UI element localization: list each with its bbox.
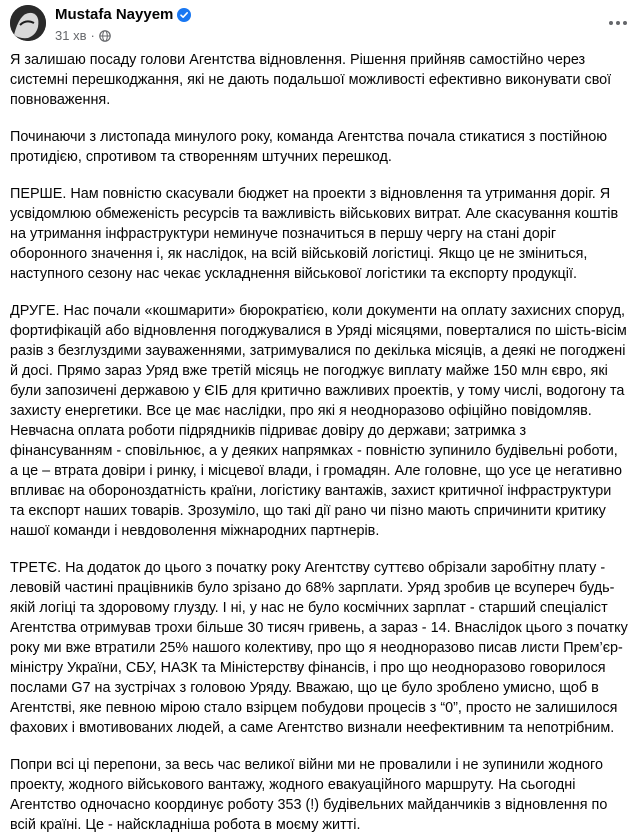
avatar[interactable]: [10, 5, 46, 41]
globe-icon: [99, 30, 111, 42]
avatar-portrait: [10, 5, 46, 41]
paragraph-obstruction: Починаючи з листопада минулого року, команда Агентства почала стикатися з постійною протидією, спротивом та створенням штучних перешкод.: [10, 129, 608, 165]
paragraph-conclusion: Попри всі ці перепони, за весь час великої війни ми не провалили і не зупинили жодного проекту, жодного військового вантажу, жодного евакуаційного маршруту. На сьогодні Агентство одночасно координує роботу 353 (!) будівельних майданчиків з відновлення по всій країні. Це - найскладніша робота в моєму житті.: [10, 757, 608, 833]
post-body: [0, 50, 643, 835]
paragraph-resignation: Я залишаю посаду голови Агентства відновлення. Рішення прийняв самостійно через системні перешкоджання, які не дають подальшої можливості ефективно виконувати свої повноваження.: [10, 52, 612, 108]
author-name-row: [55, 6, 191, 23]
paragraph-second: ДРУГЕ. Нас почали «кошмарити» бюрократією, коли документи на оплату захисних споруд, фортифікацій або відновлення погоджувалися в Уряді місяцями, поверталися по шість-вісім разів з безглуздими зауваженнями, затримувалися по декілька місяців, а деякі не погоджені й досі. Прямо зараз Уряд вже третій місяць не погоджує виплату майже 150 млн євро, які були запозичені державою у ЄІБ для критично важливих проектів, у тому числі, водогону та захисту енергетики. Все це має наслідки, про які я неодноразово офіційно повідомляв. Невчасна оплата роботи підрядників підриває довіру до держави; затримка з фінансуванням - сповільнює, а у деяких напрямках - повністю зупинило будівельні роботи, а це – втрата довіри і ринку, і місцевої влади, і громадян. Але головне, що усе це негативно впливає на обороноздатність країни, логістику вантажів, захист критичної інфраструктури та експорт наших товарів. Зрозуміло, що такі дії рано чи пізно мають спричинити критику нашої команди і невдоволення міжнародних партнерів.: [10, 303, 627, 539]
paragraph-first: ПЕРШЕ. Нам повністю скасували бюджет на проекти з відновлення та утримання доріг. Я усвідомлюю обмеженість ресурсів та важливість військових витрат. Але скасування коштів на утримання інфраструктури неминуче позначиться в першу чергу на стані доріг оборонного значення і, як наслідок, на всій військовій логістиці. Якщо це не зміниться, наступного сезону нас чекає ускладнення військової логістики та експорту продукції.: [10, 186, 619, 282]
post-meta: [55, 28, 111, 43]
more-options-button[interactable]: [603, 8, 633, 38]
post-timestamp[interactable]: 31 хв: [55, 28, 87, 43]
author-name[interactable]: Mustafa Nayyem: [55, 6, 174, 23]
verified-badge-icon: [177, 8, 191, 22]
meta-separator: ·: [90, 28, 95, 43]
post-header: [0, 0, 643, 50]
paragraph-third: ТРЕТЄ. На додаток до цього з початку року Агентству суттєво обрізали заробітну плату - левовій частині працівників було зрізано до 68% зарплати. Уряд зробив це всупереч будь-якій логіці та здоровому глузду. І ні, у нас не було космічних зарплат - старший спеціаліст Агентства отримував трохи більше 30 тисяч гривень, а зараз - 14. Внаслідок цього з початку року ми вже втратили 25% нашого колективу, про що я неодноразово писав листи Прем’єр-міністру України, СБУ, НАЗК та Міністерству фінансів, і про що неодноразово говорилося послами G7 на зустрічах з головою Уряду. Вважаю, що це було зроблено умисно, щоб в Агентстві, яке певною мірою стало взірцем побудови процесів з “0”, просто не залишилося фахових і вмотивованих людей, а саме Агентство визнали неефективним та непотрібним.: [10, 560, 628, 736]
more-options-icon: [609, 21, 627, 25]
